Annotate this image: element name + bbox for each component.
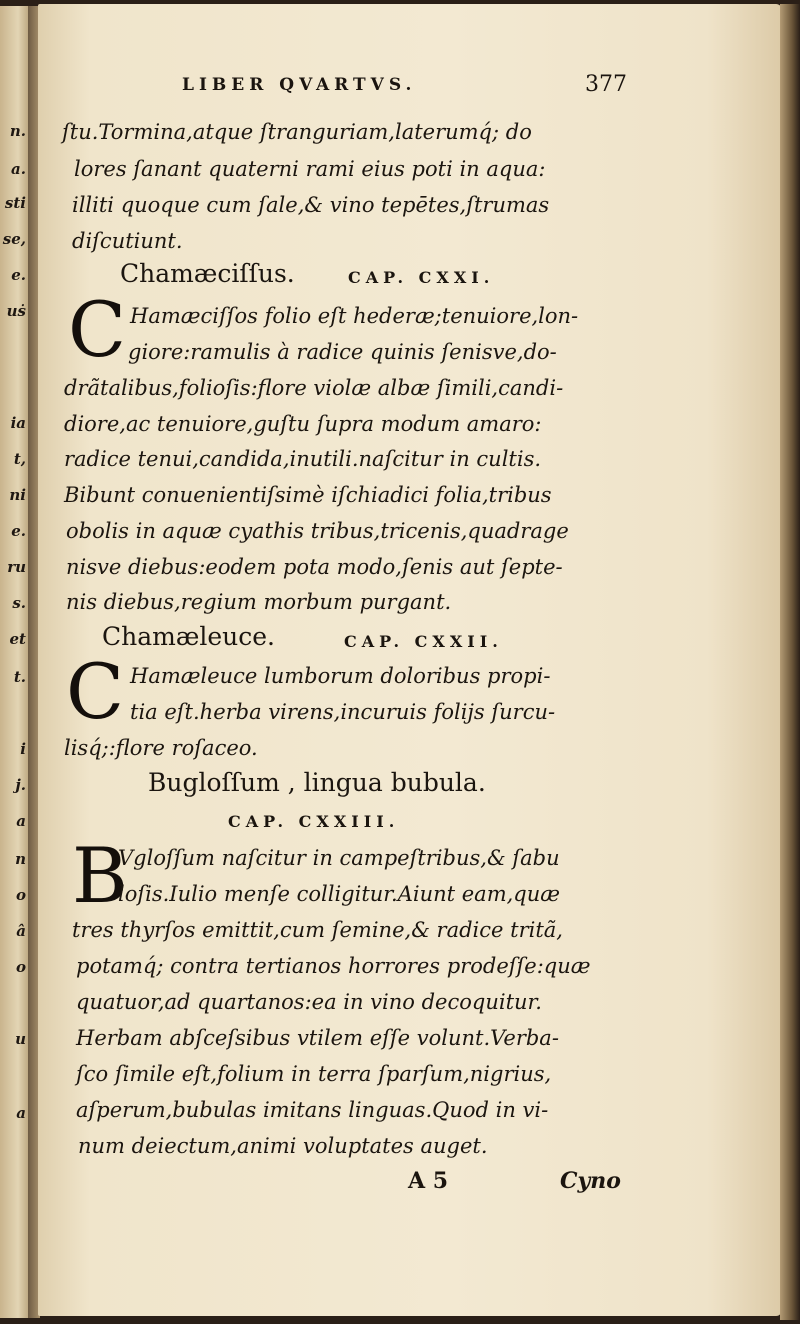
previous-page-fragment: ni [9, 486, 26, 504]
text-line: Bibunt conuenientiſsimè iſchiadici folia,tribus [64, 483, 552, 507]
previous-page-fragment: i [20, 740, 26, 758]
previous-page-fragment: â [16, 922, 26, 940]
text-line: ſtu.Tormina,atque ſtranguriam,laterumq́; do [62, 120, 532, 144]
drop-initial: C [66, 647, 125, 736]
chapter-number: CAP. CXXIII. [228, 812, 400, 831]
text-line: aſperum,bubulas imitans linguas.Quod in vi- [76, 1098, 549, 1122]
page-number: 377 [585, 72, 627, 97]
previous-page-fragment: o [15, 886, 26, 904]
chapter-title: Chamæciſſus. [120, 259, 295, 288]
chapter-title: Chamæleuce. [102, 622, 275, 651]
previous-page-fragment: e. [11, 266, 26, 284]
text-line: drãtalibus,folioſis:flore violæ albæ ſimili,candi- [64, 376, 564, 400]
text-line: loſis.Iulio menſe colligitur.Aiunt eam,quæ [118, 882, 560, 906]
text-line: illiti quoque cum ſale,& vino tepētes,ſtrumas [72, 193, 550, 217]
previous-page-fragment: a [16, 812, 26, 830]
text-line: nisve diebus:eodem pota modo,ſenis aut ſepte- [66, 555, 563, 579]
text-line: lisq́;:flore roſaceo. [64, 736, 258, 760]
previous-page-fragment: ia [10, 414, 26, 432]
previous-page-fragment: ru [7, 558, 26, 576]
text-line: Vgloſſum naſcitur in campeſtribus,& ſabu [118, 846, 560, 870]
text-line: giore:ramulis à radice quinis ſenisve,do- [128, 340, 557, 364]
previous-page-fragment: t, [13, 450, 26, 468]
text-line: obolis in aquæ cyathis tribus,tricenis,quadrage [66, 519, 569, 543]
text-line: radice tenui,candida,inutili.naſcitur in cultis. [64, 447, 542, 471]
text-line: nis diebus,regium morbum purgant. [66, 590, 452, 614]
chapter-number: CAP. CXXII. [344, 632, 503, 651]
previous-page-fragment: j. [15, 776, 26, 794]
text-line: Hamæleuce lumborum doloribus propi- [130, 664, 551, 688]
text-line: quatuor,ad quartanos:ea in vino decoquitur. [76, 990, 542, 1014]
previous-page-fragment: se, [2, 230, 26, 248]
drop-initial: C [68, 285, 127, 374]
running-header: LIBER QVARTVS. [182, 75, 417, 95]
text-line: lores ſanant quaterni rami eius poti in aqua: [74, 157, 546, 181]
chapter-number: CAP. CXXI. [348, 268, 495, 287]
previous-page-fragment: n. [9, 122, 26, 140]
catchword: Cyno [560, 1168, 621, 1194]
text-line: Hamæciſſos folio eſt hederæ;tenuiore,lon- [130, 304, 579, 328]
text-line: diore,ac tenuiore,guſtu ſupra modum amaro: [64, 412, 542, 436]
text-line: ſco ſimile eſt,folium in terra ſparſum,nigrius, [76, 1062, 552, 1086]
previous-page-fragment: n [15, 850, 26, 868]
previous-page-fragment: uṡ [6, 302, 26, 320]
signature-mark: A 5 [408, 1168, 449, 1194]
text-line: diſcutiunt. [72, 229, 183, 253]
text-line: potamq́; contra tertianos horrores prodeſſe:quæ [76, 954, 591, 978]
text-line: num deiectum,animi voluptates auget. [78, 1134, 488, 1158]
previous-page-fragment: a. [11, 160, 26, 178]
text-line: tres thyrſos emittit,cum ſemine,& radice tritã, [72, 918, 563, 942]
page-edge-shadow [780, 4, 800, 1320]
previous-page-edge [0, 6, 30, 1318]
chapter-title: Bugloſſum , lingua bubula. [148, 768, 486, 797]
previous-page-fragment: e. [11, 522, 26, 540]
previous-page-fragment: et [9, 630, 26, 648]
previous-page-fragment: a [16, 1104, 26, 1122]
previous-page-fragment: sti [4, 194, 26, 212]
previous-page-fragment: o [15, 958, 26, 976]
previous-page-fragment: t. [13, 668, 26, 686]
drop-initial: B [72, 831, 128, 920]
text-line: Herbam abſceſsibus vtilem eſſe volunt.Verba- [76, 1026, 559, 1050]
text-line: tia eſt.herba virens,incuruis folijs ſurcu- [130, 700, 556, 724]
previous-page-fragment: s. [12, 594, 26, 612]
previous-page-fragment: u [15, 1030, 26, 1048]
